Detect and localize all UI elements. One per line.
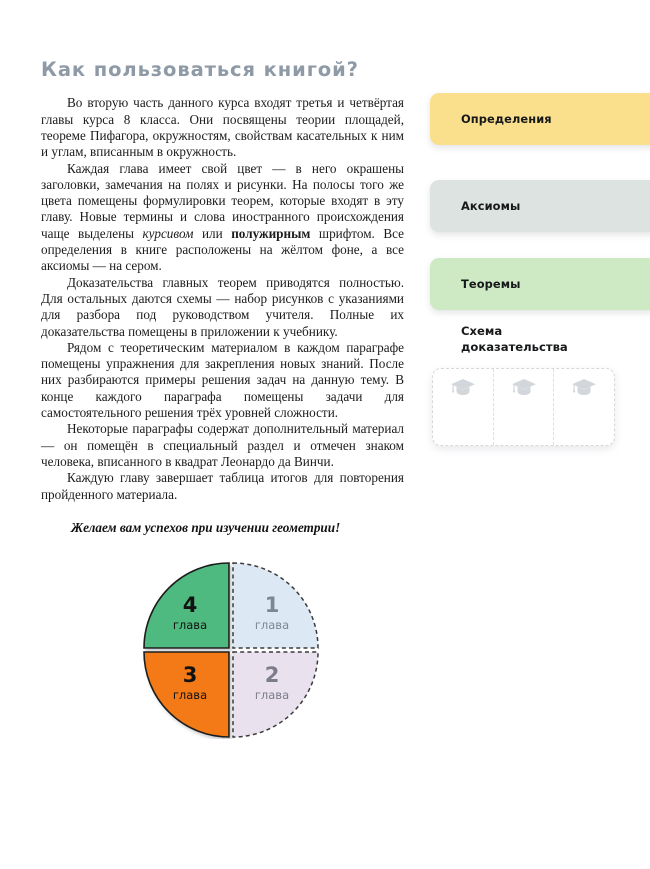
scheme-heading	[461, 323, 650, 355]
wheel-quadrant-bottom-left-label: глава	[172, 688, 208, 702]
scheme-step-2	[493, 369, 554, 445]
graduation-cap-icon	[450, 378, 476, 397]
paragraph-3: Доказательства главных теорем приводятся полностью. Для остальных даются схемы — набор рисунков с указаниями для разбора под руководством учителя. Полные их доказательства помещены в приложении к учебнику.	[41, 274, 404, 339]
scheme-heading-line1: Схема	[461, 324, 503, 338]
rail-card-definitions-label: Определения	[461, 112, 552, 126]
paragraph-2-part-c: шрифтом. Все определения в книге расположены на жёлтом фоне, а все аксиомы — на сером.	[41, 225, 405, 274]
wheel-quadrant-bottom-right-label: глава	[254, 688, 290, 702]
scheme-diagram-box	[432, 368, 615, 446]
wheel-quadrant-top-left	[144, 563, 229, 648]
paragraph-2-part-a: Каждая глава имеет свой цвет — в него окрашены заголовки, замечания на полях и рисунки. На полосы того же цвета помещены формулировки теорем, которые входят в эту главу. Новые термины и слова иностранного происхождения чаще выделены	[41, 160, 404, 241]
paragraph-6: Каждую главу завершает таблица итогов для повторения пройденного материала.	[41, 470, 404, 502]
body-text	[41, 95, 404, 502]
graduation-cap-icon	[511, 378, 537, 397]
scheme-heading-line2: доказательства	[461, 340, 568, 354]
emphasis-italic: курсивом	[142, 225, 194, 241]
wheel-quadrant-top-right-label: глава	[254, 618, 290, 632]
wheel-quadrant-bottom-left-number: 3	[182, 663, 198, 687]
wheel-quadrant-bottom-right	[233, 652, 318, 737]
wheel-quadrant-bottom-right-number: 2	[264, 663, 280, 687]
paragraph-2	[41, 161, 404, 275]
graduation-cap-icon	[571, 378, 597, 397]
page-title: Как пользоваться книгой?	[41, 58, 359, 81]
rail-card-definitions	[430, 93, 650, 145]
paragraph-1: Во вторую часть данного курса входят третья и четвёртая главы курса 8 класса. Они посвящены теории площадей, теореме Пифагора, окружностям, свойствам касательных к ним и углам, вписанным в окружность.	[41, 95, 404, 160]
wheel-quadrant-top-right-number: 1	[264, 593, 280, 617]
rail-card-axioms-label: Аксиомы	[461, 199, 521, 213]
rail-card-theorems-label: Теоремы	[461, 277, 521, 291]
right-rail	[430, 0, 650, 869]
scheme-step-1	[433, 369, 493, 445]
rail-card-theorems	[430, 258, 650, 310]
scheme-step-3	[553, 369, 614, 445]
rail-card-axioms	[430, 180, 650, 232]
article-column	[41, 58, 404, 536]
paragraph-5: Некоторые параграфы содержат дополнительный материал — он помещён в специальный раздел и отмечен знаком человека, вписанного в квадрат Леонардо да Винчи.	[41, 421, 404, 469]
paragraph-2-part-b: или	[193, 225, 232, 241]
emphasis-bold: полужирным	[231, 225, 311, 241]
paragraph-4: Рядом с теоретическим материалом в каждом параграфе помещены упражнения для закрепления новых знаний. После них разбираются примеры решения задач на данную тему. В конце каждого параграфа помещены задачи для самостоятельного решения трёх уровней сложности.	[41, 339, 404, 421]
wheel-quadrant-top-left-label: глава	[172, 618, 208, 632]
wheel-quadrant-top-right	[233, 563, 318, 648]
chapter-wheel-diagram	[142, 561, 320, 739]
closing-wish: Желаем вам успехов при изучении геометрии!	[71, 519, 341, 535]
wheel-quadrant-top-left-number: 4	[182, 593, 198, 617]
wheel-quadrant-bottom-left	[144, 652, 229, 737]
